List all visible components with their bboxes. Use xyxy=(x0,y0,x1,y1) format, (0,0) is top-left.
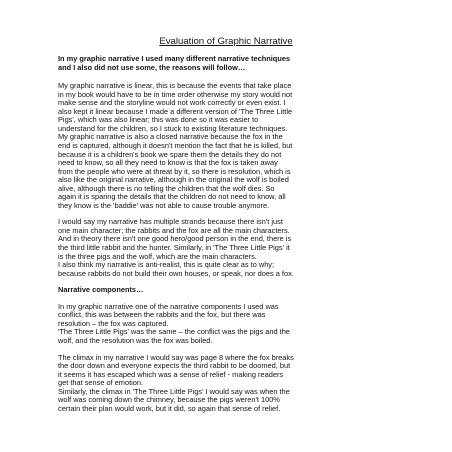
text-line: because it is a children's book we spare them the details they do not xyxy=(58,149,282,159)
intro-line: and I also did not use some, the reasons will follow… xyxy=(58,62,246,72)
text-line: The climax in my narrative I would say was page 8 where the fox breaks xyxy=(58,352,294,362)
text-line: Pigs', which was also linear; this was done so it was easier to xyxy=(58,115,259,125)
text-line: wolf, and the resolution was the fox was boiled. xyxy=(58,336,213,345)
text-line: My graphic narrative is linear, this is because the events that take place xyxy=(58,81,292,91)
intro-line: In my graphic narrative I used many different narrative techniques xyxy=(58,54,291,63)
text-line: I would say my narrative has multiple strands because there isn't just xyxy=(58,217,283,227)
text-line: because rabbits do not build their own houses, or speak, nor does a fox. xyxy=(58,268,294,278)
text-line: it seems it has escaped which was a sense of relief - making readers xyxy=(58,369,284,379)
intro-paragraph xyxy=(58,55,394,72)
text-line: Similarly, the climax in 'The Three Little Pigs' I would say was when the xyxy=(58,386,290,396)
text-line: In my graphic narrative one of the narrative components I used was xyxy=(58,301,279,311)
text-line: is the three pigs and the wolf, which are the main characters. xyxy=(58,251,257,261)
text-line: also like the original narrative, although in the original the wolf is boiled xyxy=(58,175,289,185)
section-narrative-components xyxy=(58,303,394,414)
body-paragraph xyxy=(58,82,394,210)
text-line: the door down and everyone expects the third rabbit to be doomed, but xyxy=(58,361,291,371)
section-narrative-structure xyxy=(58,82,394,278)
text-line: understand for the children, so I stuck to existing literature techniques. xyxy=(58,123,288,133)
body-paragraph xyxy=(58,218,394,278)
page-title: Evaluation of Graphic Narrative xyxy=(159,36,293,47)
text-line: end is captured, although it doesn't mention the fact that he is killed, but xyxy=(58,141,293,151)
text-line: from the people who were at threat by it, so there is resolution, which is xyxy=(58,166,291,176)
body-paragraph xyxy=(58,354,394,414)
body-paragraph xyxy=(58,303,394,346)
text-line: conflict, this was between the rabbits and the fox, but there was xyxy=(58,310,266,320)
text-line: I also think my narrative is anti-realist, this is quite clear as to why; xyxy=(58,260,275,270)
text-line: resolution – the fox was captured. xyxy=(58,318,169,328)
text-line: one main character; the rabbits and the fox are all the main characters. xyxy=(58,225,290,235)
text-line: make sense and the storyline would not work correctly or even exist. I xyxy=(58,98,286,108)
text-line: get that sense of emotion. xyxy=(58,378,144,388)
text-line: need to know, so all they need to know is that the fox is taken away xyxy=(58,158,278,168)
section-heading: Narrative components… xyxy=(58,285,144,295)
text-line: the third little rabbit and the hunter. Similarly, in 'The Three Little Pigs' it xyxy=(58,243,290,253)
text-line: wolf was coming down the chimney, because the pigs weren't 100% xyxy=(58,395,280,405)
text-line: also kept it linear because I made a different version of 'The Three Little xyxy=(58,106,293,116)
text-line: And in theory there isn't one good hero/good person in the end, there is xyxy=(58,234,292,244)
text-line: My graphic narrative is also a closed narrative because the fox in the xyxy=(58,132,283,142)
text-line: alive, although there is no telling the children that the wolf dies. So xyxy=(58,183,275,193)
text-line: again it is sparing the details that the children do not need to know, all xyxy=(58,192,286,202)
text-line: certain their plan would work, but it did, so again that sense of relief. xyxy=(58,403,281,413)
text-line: in my book would have to be in time order otherwise my story would not xyxy=(58,89,293,99)
text-line: they know is the 'baddie' was not able to cause trouble anymore. xyxy=(58,200,270,210)
text-line: 'The Three Little Pigs' was the same – the conflict was the pigs and the xyxy=(58,327,290,337)
